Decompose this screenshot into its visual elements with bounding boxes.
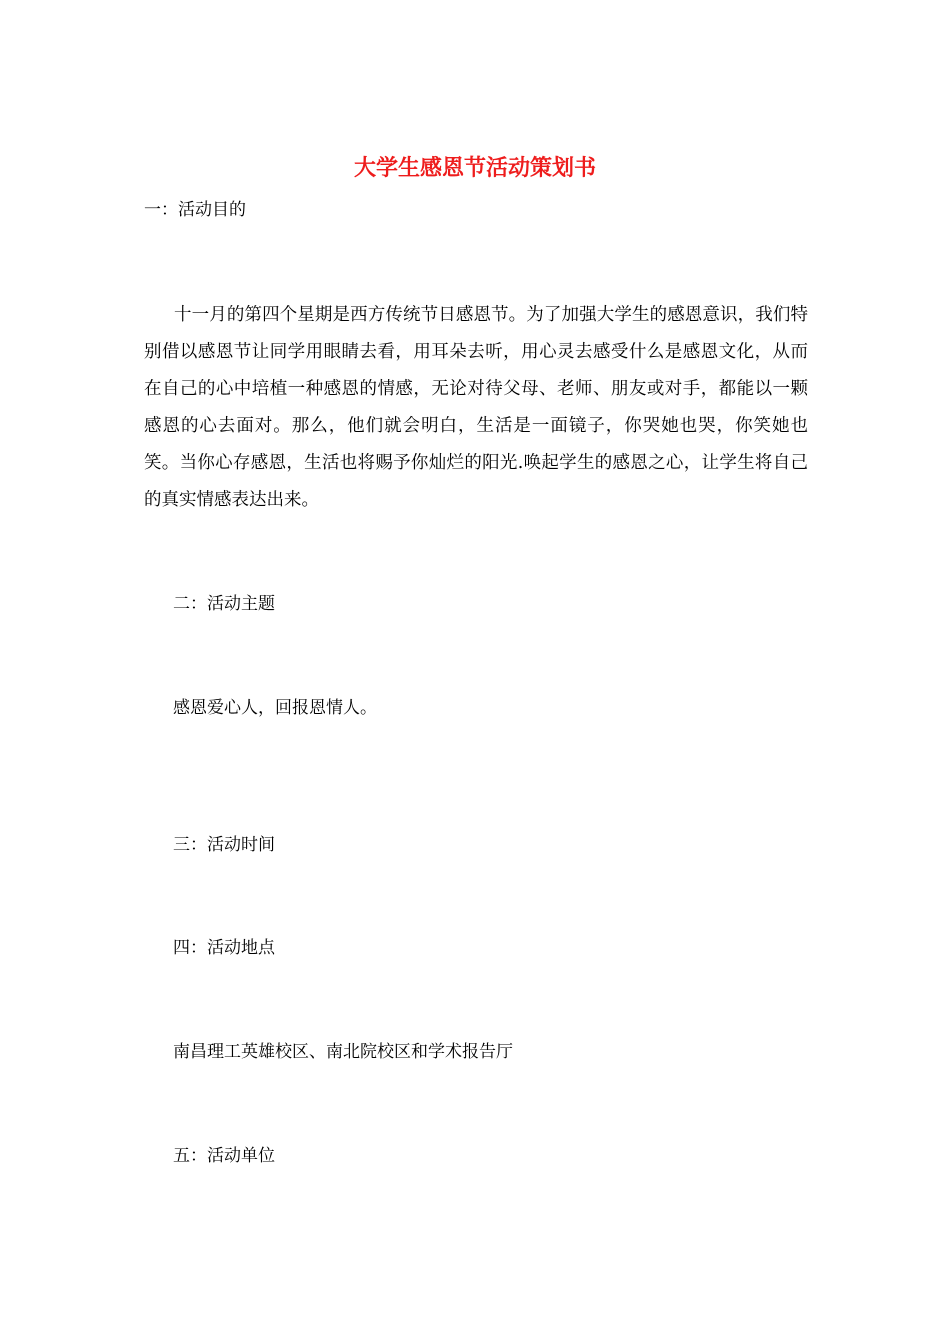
document-title: 大学生感恩节活动策划书 [353, 155, 596, 181]
section-heading-theme: 二：活动主题 [173, 594, 275, 614]
purpose-paragraph: 十一月的第四个星期是西方传统节日感恩节。为了加强大学生的感恩意识，我们特别借以感恩节让同学用眼睛去看，用耳朵去听，用心灵去感受什么是感恩文化，从而在自己的心中培植一种感恩的情感，无论对待父母、老师、朋友或对手，都能以一颗感恩的心去面对。那么，他们就会明白，生活是一面镜子，你哭她也哭，你笑她也笑。当你心存感恩，生活也将赐予你灿烂的阳光.唤起学生的感恩之心，让学生将自己的真实情感表达出来。 [144, 305, 808, 510]
theme-text: 感恩爱心人，回报恩情人。 [173, 698, 377, 718]
section-heading-time: 三：活动时间 [173, 835, 275, 855]
section-heading-location: 四：活动地点 [173, 938, 275, 958]
section-heading-unit: 五：活动单位 [173, 1146, 275, 1166]
section-heading-purpose: 一：活动目的 [144, 200, 246, 220]
location-text: 南昌理工英雄校区、南北院校区和学术报告厅 [173, 1042, 513, 1062]
